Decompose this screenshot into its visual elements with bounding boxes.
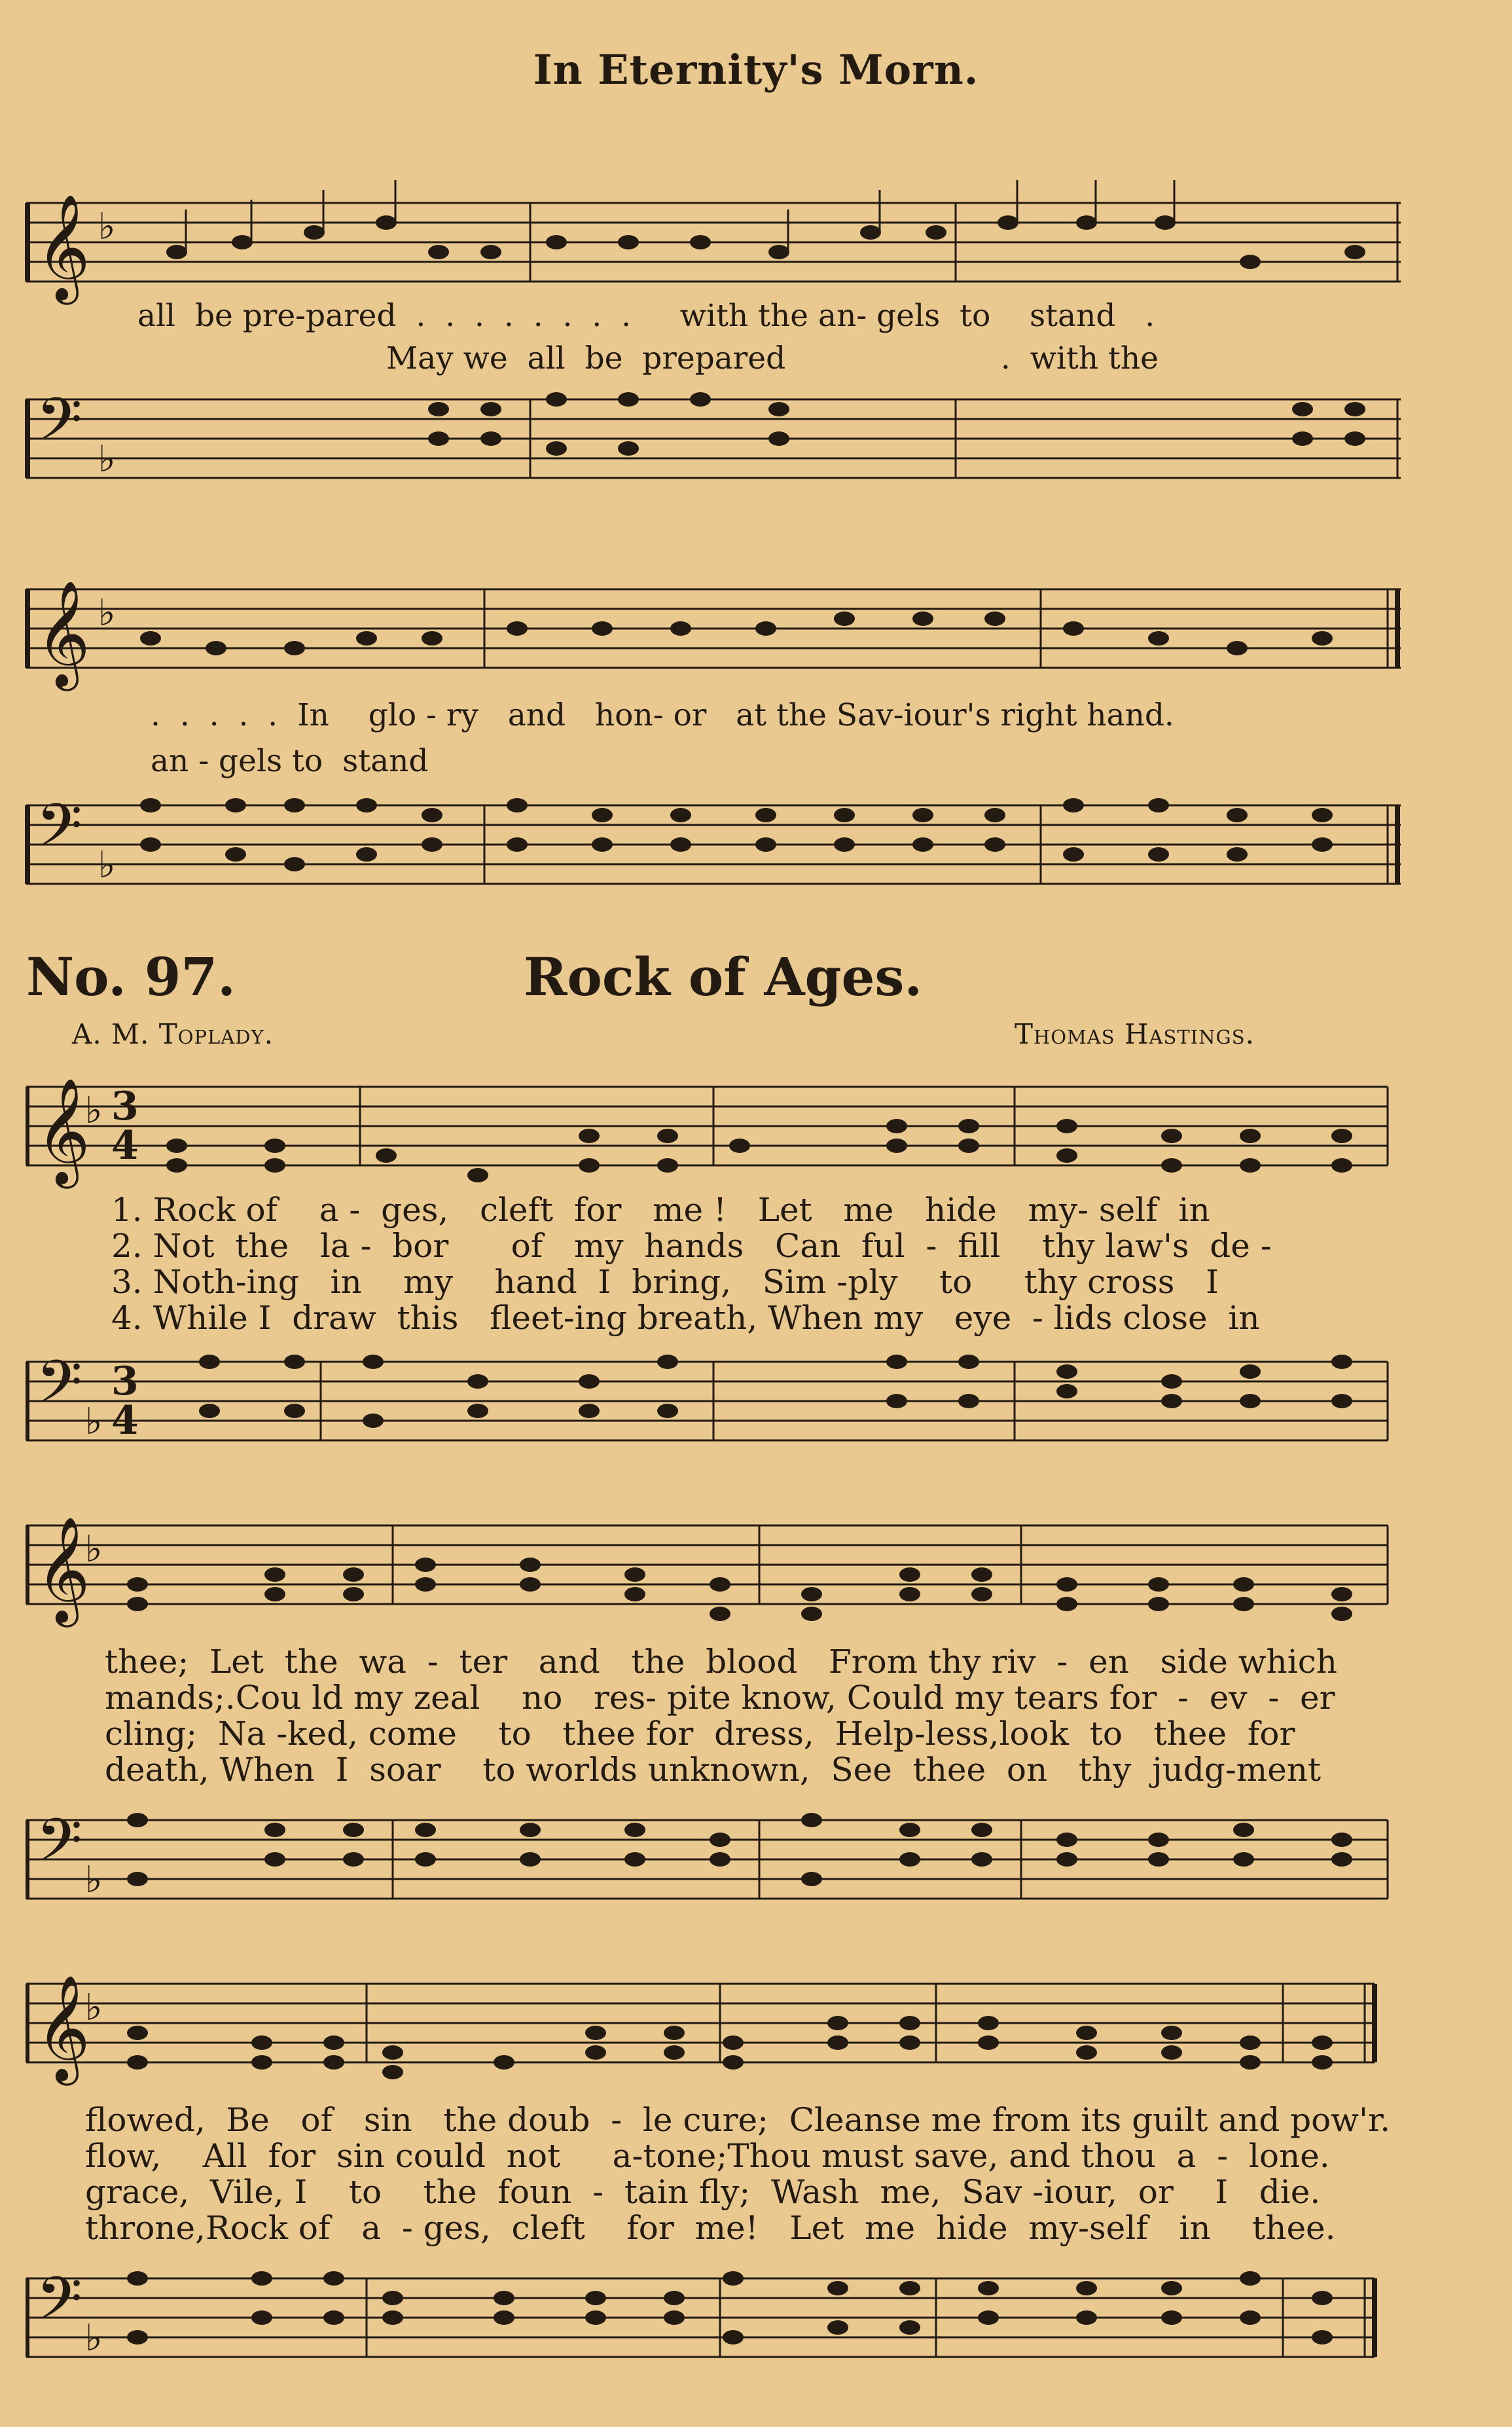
svg-text:♭: ♭	[85, 1400, 103, 1443]
bass-staff	[20, 786, 1407, 890]
treble-staff	[20, 177, 1407, 301]
verse-4-line: 4. While I draw this fleet-ing breath, When my eye - lids close in	[111, 1299, 1260, 1337]
verse-2-line: flow, All for sin could not a-tone;Thou must save, and thou a - lone.	[85, 2137, 1330, 2175]
svg-text:𝄞: 𝄞	[36, 194, 90, 301]
song-title: In Eternity's Morn.	[533, 46, 979, 94]
svg-text:♭: ♭	[85, 2317, 103, 2360]
time-sig-top: 3	[111, 1084, 139, 1129]
bass-staff	[20, 1800, 1407, 1905]
svg-text:𝄢: 𝄢	[36, 1806, 82, 1889]
svg-text:𝄞: 𝄞	[36, 1516, 90, 1623]
svg-text:4: 4	[111, 1398, 139, 1444]
verse-3-line: grace, Vile, I to the foun - tain fly; Wash me, Sav -iour, or I die.	[85, 2173, 1321, 2211]
lyric-line-lower: an - gels to stand	[151, 743, 429, 779]
svg-text:♭: ♭	[85, 1089, 103, 1132]
svg-text:𝄢: 𝄢	[36, 1347, 82, 1431]
svg-text:♭: ♭	[98, 844, 116, 886]
lyric-line-upper: all be pre-pared . . . . . . . . with the an- gels to stand .	[137, 298, 1155, 334]
treble-staff	[20, 1499, 1407, 1623]
bass-staff	[20, 380, 1407, 484]
hymn-title: Rock of Ages.	[524, 946, 923, 1008]
svg-text:𝄢: 𝄢	[36, 2264, 82, 2348]
hymn-system-2	[20, 1499, 1407, 1958]
bass-staff-lines	[20, 1342, 1407, 1473]
verse-4-line: throne,Rock of a - ges, cleft for me! Let me hide my-self in thee.	[85, 2209, 1336, 2247]
hymn-composer: Thomas Hastings.	[1015, 1018, 1255, 1050]
time-sig-bottom: 4	[111, 1123, 139, 1169]
verse-1-line: thee; Let the wa - ter and the blood From thy riv - en side which	[105, 1643, 1337, 1681]
hymn-system-1	[20, 1048, 1407, 1499]
treble-staff	[20, 1958, 1407, 2081]
treble-staff-lines	[20, 1958, 1407, 2102]
bass-staff	[20, 1342, 1407, 1447]
bass-staff-lines	[20, 380, 1407, 511]
svg-text:♭: ♭	[85, 1986, 103, 2029]
svg-text:♭: ♭	[98, 438, 116, 481]
svg-text:𝄞: 𝄞	[36, 1078, 90, 1184]
system-2	[20, 537, 1407, 943]
treble-staff	[20, 563, 1407, 687]
lyric-line-lower: May we all be prepared . with the	[386, 340, 1159, 376]
treble-staff-lines	[20, 177, 1407, 308]
verse-2-line: 2. Not the la - bor of my hands Can ful - fill thy law's de -	[111, 1227, 1272, 1265]
treble-staff-lines	[20, 563, 1407, 694]
system-1	[20, 131, 1407, 524]
hymn-system-3	[20, 1958, 1407, 2416]
svg-text:𝄢: 𝄢	[36, 385, 82, 469]
svg-text:𝄢: 𝄢	[36, 791, 82, 875]
svg-text:♭: ♭	[85, 1859, 103, 1901]
svg-text:𝄞: 𝄞	[36, 1975, 90, 2081]
svg-text:♭: ♭	[98, 592, 116, 634]
verse-3-line: 3. Noth-ing in my hand I bring, Sim -ply to thy cross I	[111, 1263, 1219, 1301]
lyric-line-upper: . . . . . In glo - ry and hon- or at the Sav-iour's right hand.	[151, 697, 1174, 733]
bass-staff-lines	[20, 2259, 1407, 2390]
svg-text:3: 3	[111, 1359, 139, 1404]
bass-staff-lines	[20, 786, 1407, 917]
verse-4-line: death, When I soar to worlds unknown, See thee on thy judg-ment	[105, 1751, 1322, 1789]
verse-1-line: 1. Rock of a - ges, cleft for me ! Let me hide my- self in	[111, 1191, 1210, 1229]
svg-text:𝄞: 𝄞	[36, 580, 90, 687]
verse-1-line: flowed, Be of sin the doub - le cure; Cleanse me from its guilt and pow'r.	[85, 2101, 1391, 2139]
svg-text:♭: ♭	[98, 206, 116, 248]
bass-staff	[20, 2259, 1407, 2363]
verse-3-line: cling; Na -ked, come to thee for dress, Help-less,look to thee for	[105, 1715, 1295, 1753]
treble-staff-lines	[20, 1061, 1407, 1192]
bass-staff-lines	[20, 1800, 1407, 1931]
hymn-author: A. M. Toplady.	[72, 1018, 274, 1050]
treble-staff	[20, 1061, 1407, 1184]
verse-2-line: mands;.Cou ld my zeal no res- pite know, Could my tears for - ev - er	[105, 1679, 1335, 1717]
hymn-number: No. 97.	[26, 946, 236, 1008]
treble-staff-lines	[20, 1499, 1407, 1643]
svg-text:♭: ♭	[85, 1528, 103, 1571]
